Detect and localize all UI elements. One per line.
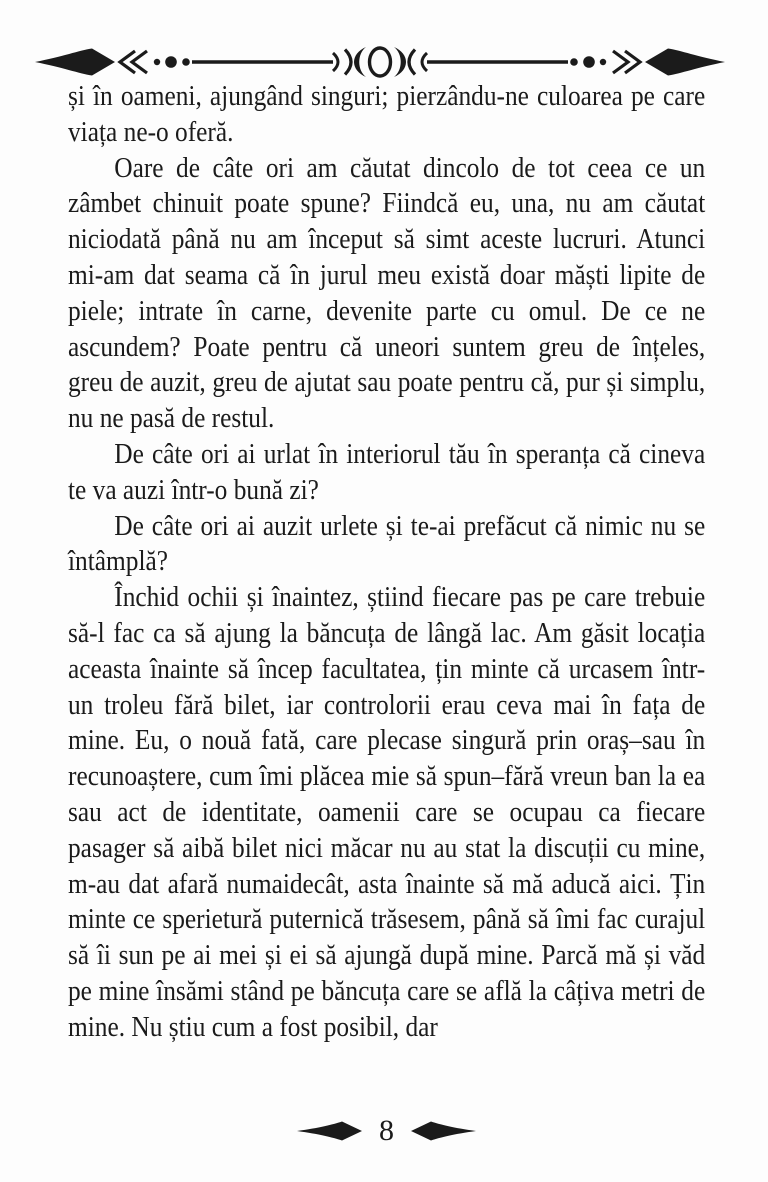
footer-left-flourish-icon [297, 1121, 363, 1141]
paragraph: Închid ochii și înaintez, știind fiecare pas pe care trebuie să-l fac ca să ajung la băncuța de lângă lac. Am găsit locația aceasta înainte să încep facultatea, țin minte că urcasem într-un troleu fără bilet, iar controlorii erau ceva mai în fața de mine. Eu, o nouă fată, care plecase singură prin oraș–sau în recunoaștere, cum îmi plăcea mie să spun–fără vreun ban la ea sau act de identitate, oamenii care se ocupau ca fiecare pasager să aibă bilet nici măcar nu au stat la discuții cu mine, m-au dat afară numaidecât, asta înainte să mă aducă aici. Țin minte ce sperietură puternică trăsesem, până să îmi fac curajul să îi sun pe ai mei și ei să ajungă după mine. Parcă mă și văd pe mine însămi stând pe băncuța care se află la câțiva metri de mine. Nu știu cum a fost posibil, dar [68, 582, 706, 1043]
page-footer [68, 1112, 705, 1150]
page-text-container [68, 79, 705, 1046]
paragraph: De câte ori ai auzit urlete și te-ai prefăcut că nimic nu se întâmplă? [68, 510, 706, 578]
paragraph: și în oameni, ajungând singuri; pierzându-ne culoarea pe care viața ne-o oferă. [68, 81, 706, 148]
paragraph: Oare de câte ori am căutat dincolo de tot ceea ce un zâmbet chinuit poate spune? Fiindcă eu, una, nu am căutat niciodată până nu am început să simt aceste lucruri. Atunci mi-am dat seama că în jurul meu există doar măști lipite de piele; intrate în carne, devenite parte cu omul. De ce ne ascundem? Poate pentru că uneori suntem greu de înțeles, greu de auzit, greu de ajutat sau poate pentru că, pur și simplu, nu ne pasă de restul. [68, 152, 706, 435]
header-divider-ornament-icon [35, 46, 725, 78]
footer-right-flourish-icon [410, 1121, 476, 1141]
paragraph: De câte ori ai urlat în interiorul tău în speranța că cineva te va auzi într-o bună zi? [68, 438, 706, 506]
page-number: 8 [379, 1114, 394, 1147]
